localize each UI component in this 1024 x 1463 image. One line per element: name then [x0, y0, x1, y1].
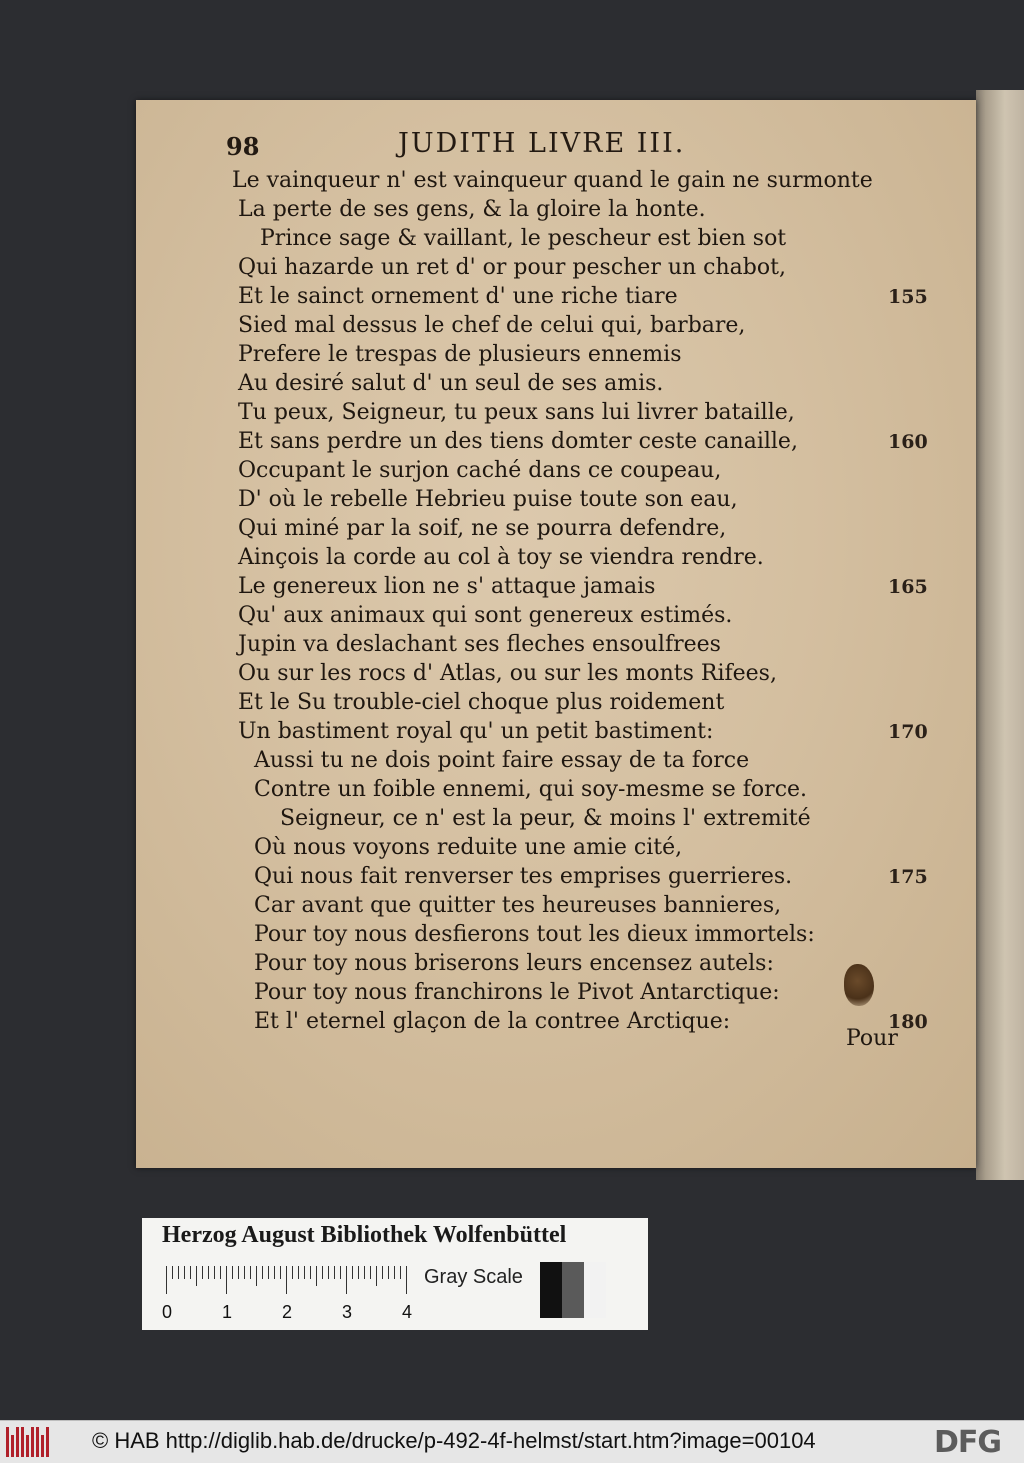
gray-swatch: [562, 1262, 584, 1318]
ruler-tick: [166, 1266, 167, 1294]
verse-line: Au desiré salut d' un seul de ses amis.: [238, 371, 664, 396]
verse-line: Et le sainct ornement d' une riche tiare: [238, 284, 678, 309]
ruler-tick: [226, 1266, 227, 1294]
verse-line: Qui miné par la soif, ne se pourra defendre,: [238, 516, 727, 541]
verse-line: La perte de ses gens, & la gloire la honte.: [238, 197, 706, 222]
gray-scale-label: Gray Scale: [424, 1266, 523, 1288]
ruler-tick: [202, 1266, 203, 1279]
logo-bar: [6, 1427, 9, 1457]
verse-line: Prince sage & vaillant, le pescheur est bien sot: [260, 226, 787, 251]
line-number: 175: [888, 866, 928, 888]
verse-line: Et l' eternel glaçon de la contree Arctique:: [254, 1009, 731, 1034]
logo-bar: [41, 1435, 44, 1457]
verse-line: Le vainqueur n' est vainqueur quand le gain ne surmonte: [232, 168, 873, 193]
verse-line: Prefere le trespas de plusieurs ennemis: [238, 342, 682, 367]
ruler-tick: [394, 1266, 395, 1279]
verse-line: Ainçois la corde au col à toy se viendra rendre.: [238, 545, 764, 570]
logo-bar: [36, 1427, 39, 1457]
verse-line: Pour toy nous desfierons tout les dieux immortels:: [254, 922, 815, 947]
ruler-tick: [292, 1266, 293, 1279]
ruler-tick: [184, 1266, 185, 1279]
verse-line: Un bastiment royal qu' un petit bastiment:: [238, 719, 714, 744]
line-number: 180: [888, 1011, 928, 1033]
verse-line: Pour toy nous franchirons le Pivot Antarctique:: [254, 980, 780, 1005]
ruler-tick: [388, 1266, 389, 1279]
running-title: JUDITH LIVRE III.: [398, 128, 686, 159]
verse-line: Aussi tu ne dois point faire essay de ta force: [254, 748, 750, 773]
ruler-tick: [310, 1266, 311, 1279]
ruler-tick: [178, 1266, 179, 1279]
verse-line: Car avant que quitter tes heureuses bannieres,: [254, 893, 782, 918]
verse-line: Qu' aux animaux qui sont genereux estimés.: [238, 603, 733, 628]
ruler-tick: [376, 1266, 377, 1286]
verse-line: Qui hazarde un ret d' or pour pescher un chabot,: [238, 255, 786, 280]
verse-line: Où nous voyons reduite une amie cité,: [254, 835, 683, 860]
ruler-tick: [316, 1266, 317, 1286]
ruler-tick: [304, 1266, 305, 1279]
ruler-tick: [328, 1266, 329, 1279]
ruler-tick: [322, 1266, 323, 1279]
ruler-tick: [238, 1266, 239, 1279]
verse-line: Seigneur, ce n' est la peur, & moins l' extremité: [280, 806, 811, 831]
ruler-tick: [196, 1266, 197, 1286]
ruler-tick: [334, 1266, 335, 1279]
viewer-footer: [0, 1420, 1024, 1463]
catchword: Pour: [846, 1026, 898, 1051]
ruler-tick: [346, 1266, 347, 1294]
ruler-tick: [250, 1266, 251, 1279]
ruler-tick: [214, 1266, 215, 1279]
verse-line: Sied mal dessus le chef de celui qui, barbare,: [238, 313, 746, 338]
gray-swatch: [584, 1262, 606, 1318]
ruler-tick: [262, 1266, 263, 1279]
line-number: 155: [888, 286, 928, 308]
ruler-tick: [256, 1266, 257, 1286]
copyright-url[interactable]: © HAB http://diglib.hab.de/drucke/p-492-4f-helmst/start.htm?image=00104: [92, 1428, 816, 1453]
library-name: Herzog August Bibliothek Wolfenbüttel: [162, 1222, 567, 1248]
ruler-label: 2: [282, 1302, 293, 1322]
gray-swatch: [540, 1262, 562, 1318]
ruler-tick: [364, 1266, 365, 1279]
verse-text: [232, 166, 872, 1036]
ruler-label: 4: [402, 1302, 413, 1322]
ruler-tick: [268, 1266, 269, 1279]
verse-line: Contre un foible ennemi, qui soy-mesme se force.: [254, 777, 808, 802]
ruler-tick: [286, 1266, 287, 1294]
ruler-scale: [166, 1266, 416, 1294]
ruler-tick: [232, 1266, 233, 1279]
logo-bar: [11, 1435, 14, 1457]
ruler-tick: [340, 1266, 341, 1279]
ruler-tick: [406, 1266, 407, 1294]
verse-line: Occupant le surjon caché dans ce coupeau,: [238, 458, 722, 483]
verse-line: Et sans perdre un des tiens domter ceste canaille,: [238, 429, 798, 454]
ruler-tick: [280, 1266, 281, 1279]
ruler-tick: [298, 1266, 299, 1279]
logo-bar: [31, 1427, 34, 1457]
running-head: [226, 128, 826, 164]
verse-line: Tu peux, Seigneur, tu peux sans lui livrer bataille,: [238, 400, 795, 425]
ruler-tick: [274, 1266, 275, 1279]
adjacent-page-edge: [976, 90, 1024, 1180]
verse-line: Ou sur les rocs d' Atlas, ou sur les monts Rifees,: [238, 661, 777, 686]
gray-scale-swatches: [540, 1262, 606, 1318]
ruler-tick: [358, 1266, 359, 1279]
ruler-tick: [370, 1266, 371, 1279]
ruler-tick: [244, 1266, 245, 1279]
ruler-tick: [208, 1266, 209, 1279]
ruler-label: 3: [342, 1302, 353, 1322]
ruler-tick: [400, 1266, 401, 1279]
logo-bar: [21, 1427, 24, 1457]
line-number: 160: [888, 431, 928, 453]
ruler-tick: [352, 1266, 353, 1279]
ruler-tick: [220, 1266, 221, 1279]
library-color-card: [142, 1218, 648, 1330]
verse-line: Pour toy nous briserons leurs encensez autels:: [254, 951, 774, 976]
line-number: 165: [888, 576, 928, 598]
page-number: 98: [226, 132, 260, 161]
verse-line: Jupin va deslachant ses fleches ensoulfrees: [238, 632, 721, 657]
ruler-tick: [190, 1266, 191, 1279]
line-number: 170: [888, 721, 928, 743]
logo-bar: [46, 1427, 49, 1457]
dfg-logo: DFG: [934, 1425, 1002, 1460]
ruler-labels: [162, 1302, 422, 1324]
logo-bar: [16, 1427, 19, 1457]
ruler-tick: [172, 1266, 173, 1279]
verse-line: Et le Su trouble-ciel choque plus roidement: [238, 690, 725, 715]
hab-logo-icon: [6, 1427, 50, 1457]
verse-line: Le genereux lion ne s' attaque jamais: [238, 574, 656, 599]
ruler-label: 1: [222, 1302, 233, 1322]
verse-line: Qui nous fait renverser tes emprises guerrieres.: [254, 864, 793, 889]
logo-bar: [26, 1435, 29, 1457]
verse-line: D' où le rebelle Hebrieu puise toute son eau,: [238, 487, 738, 512]
ruler-label: 0: [162, 1302, 173, 1322]
ruler-tick: [382, 1266, 383, 1279]
